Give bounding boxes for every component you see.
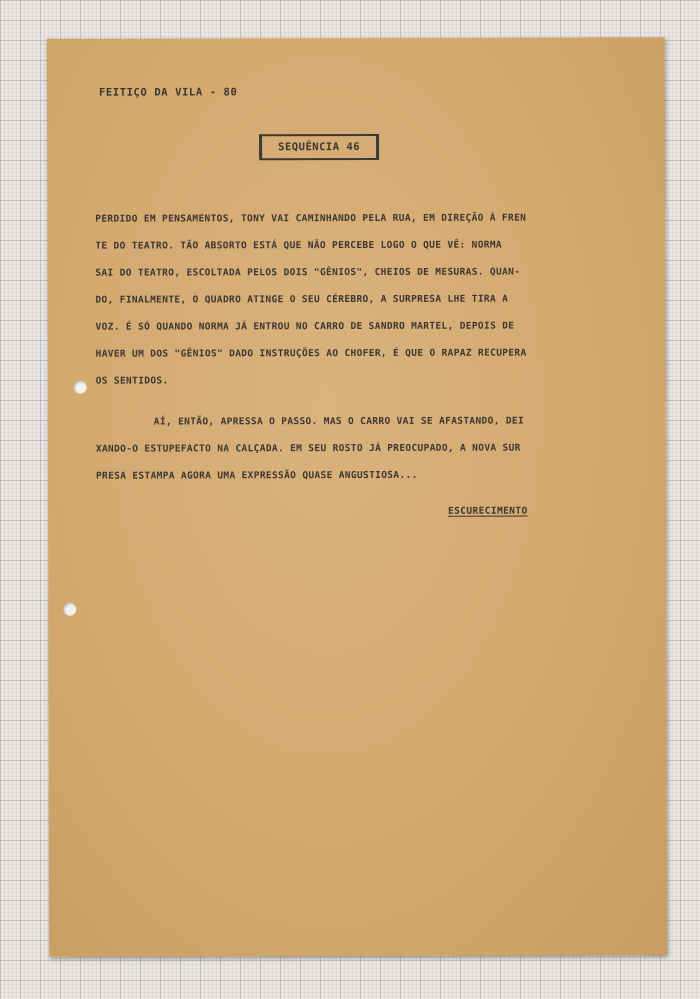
text-line: OS SENTIDOS. xyxy=(95,375,169,387)
text-line: PERDIDO EM PENSAMENTOS, TONY VAI CAMINHANDO PELA RUA, EM DIREÇÃO À FREN xyxy=(95,212,527,225)
text-line: VOZ. É SÓ QUANDO NORMA JÁ ENTROU NO CARRO DE SANDRO MARTEL, DEPOIS DE xyxy=(95,320,515,333)
punch-hole xyxy=(63,603,76,616)
text-line: HAVER UM DOS "GÊNIOS" DADO INSTRUÇÕES AO CHOFER, É QUE O RAPAZ RECUPERA xyxy=(95,347,527,360)
text-line: AÍ, ENTÃO, APRESSA O PASSO. MAS O CARRO VAI SE AFASTANDO, DEI xyxy=(153,415,525,428)
page-header: FEITIÇO DA VILA - 80 xyxy=(98,86,238,99)
text-line: SAI DO TEATRO, ESCOLTADA PELOS DOIS "GÊNIOS", CHEIOS DE MESURAS. QUAN- xyxy=(95,266,521,279)
paragraph-2 xyxy=(96,407,624,489)
sequence-heading: SEQUÊNCIA 46 xyxy=(259,134,379,160)
paragraph-1 xyxy=(95,204,623,394)
typewritten-page xyxy=(47,37,667,957)
punch-hole xyxy=(74,381,87,394)
closing-direction: ESCURECIMENTO xyxy=(448,505,528,517)
text-line: DO, FINALMENTE, O QUADRO ATINGE O SEU CÉREBRO, A SURPRESA LHE TIRA A xyxy=(95,293,509,306)
text-line: XANDO-O ESTUPEFACTO NA CALÇADA. EM SEU ROSTO JÁ PREOCUPADO, A NOVA SUR xyxy=(95,442,521,455)
text-line: PRESA ESTAMPA AGORA UMA EXPRESSÃO QUASE ANGUSTIOSA... xyxy=(95,469,418,482)
text-line: TE DO TEATRO. TÃO ABSORTO ESTÁ QUE NÃO PERCEBE LOGO O QUE VÊ: NORMA xyxy=(95,239,503,252)
